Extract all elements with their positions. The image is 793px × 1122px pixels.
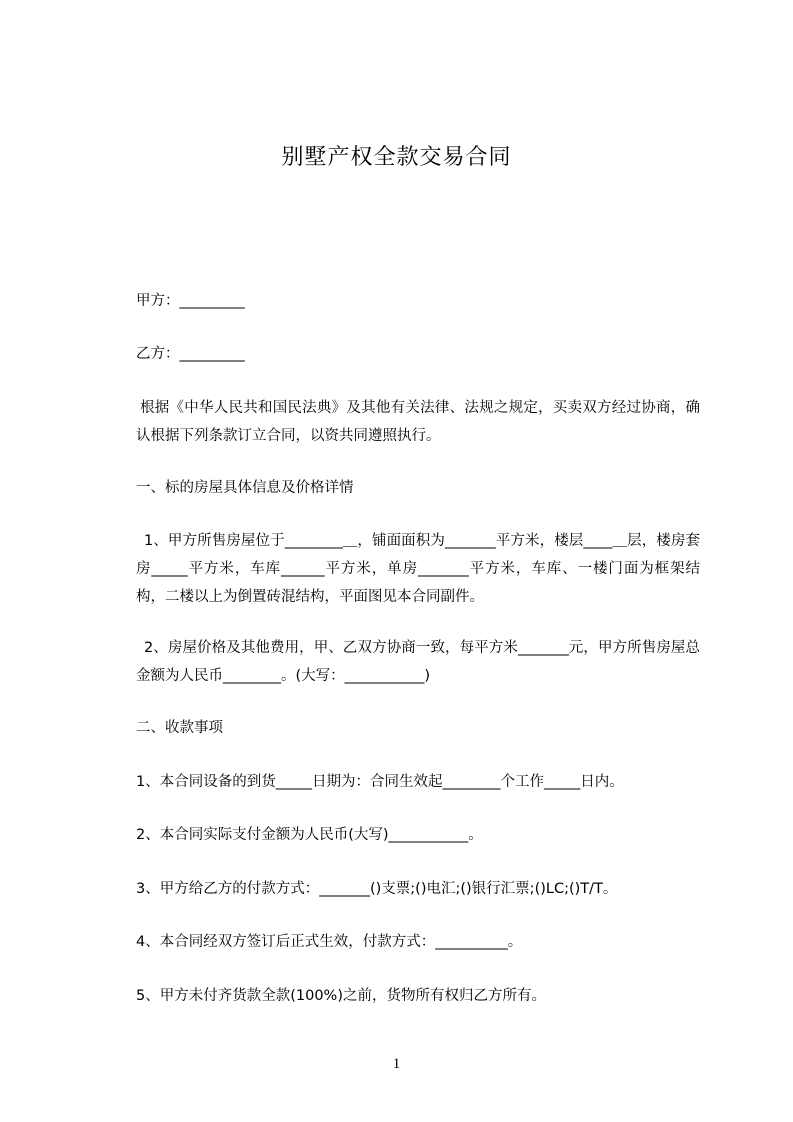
document-title: 别墅产权全款交易合同 xyxy=(281,145,512,170)
preamble-paragraph: 根据《中华人民共和国民法典》及其他有关法律、法规之规定，买卖双方经过协商，确认根据下列条款订立合同，以资共同遵照执行。 xyxy=(136,400,700,444)
party-a-line: 甲方：_________ xyxy=(136,293,245,309)
party-b-line: 乙方：_________ xyxy=(136,346,245,362)
section-2-heading: 二、收款事项 xyxy=(136,720,223,736)
section-1-item-2: 2、房屋价格及其他费用，甲、乙双方协商一致，每平方米_______元，甲方所售房屋总金额为人民币________。(大写：___________) xyxy=(136,640,700,684)
section-1-heading: 一、标的房屋具体信息及价格详情 xyxy=(136,480,354,496)
section-2-item-1: 1、本合同设备的到货_____日期为：合同生效起________个工作_____日内。 xyxy=(136,774,624,790)
section-1-item-1: 1、甲方所售房屋位于________＿，铺面面积为_______平方米，楼层____＿层，楼房套房_____平方米，车库______平方米，单房_______平方米，车库、一楼门面为框架结构，二楼以上为倒置砖混结构，平面图见本合同副件。 xyxy=(136,533,700,605)
section-2-item-4: 4、本合同经双方签订后正式生效，付款方式：__________。 xyxy=(136,934,523,950)
section-2-item-5: 5、甲方未付齐货款全款(100%)之前，货物所有权归乙方所有。 xyxy=(136,988,546,1004)
section-2-item-3: 3、甲方给乙方的付款方式：_______()支票;()电汇;()银行汇票;()LC;()T/T。 xyxy=(136,881,618,897)
section-2-item-2: 2、本合同实际支付金额为人民币(大写)___________。 xyxy=(136,827,483,843)
page-number: 1 xyxy=(392,1056,401,1072)
